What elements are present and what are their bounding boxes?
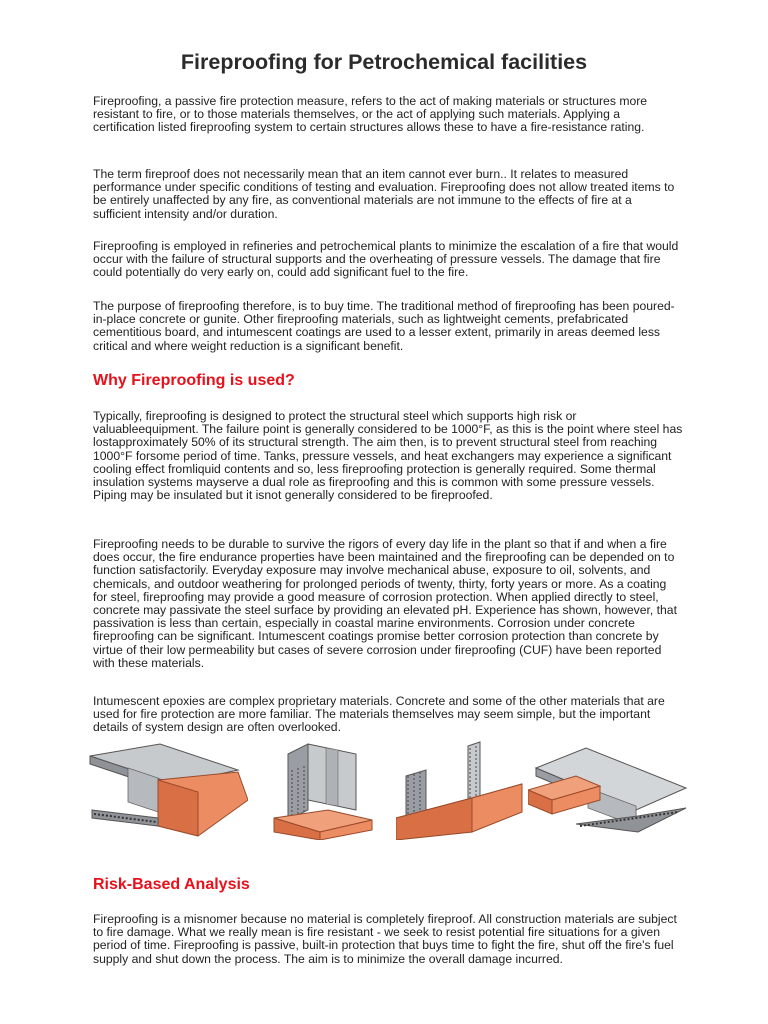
section-heading-why: Why Fireproofing is used? [93,372,295,389]
intro-paragraph-2: The term fireproof does not necessarily mean that an item cannot ever burn.. It relates to measured performance under specific conditions of testing and evaluation. Fireproofing does not allow treated items to be entirely unaffected by any fire, as conventional materials are not immune to the effects of fire at a sufficient intensity and/or duration. [93,167,675,221]
risk-paragraph-1: Fireproofing is a misnomer because no material is completely fireproof. All construction materials are subject to fire damage. What we really mean is fire resistant - we seek to resist potential fire situations for a given period of time. Fireproofing is passive, built-in protection that buys time to fight the fire, shut off the fire's fuel supply and shut down the process. The aim is to minimize the overall damage incurred. [93,912,677,966]
section-heading-risk: Risk-Based Analysis [93,876,250,893]
fireproofing-illustrations [88,740,688,840]
figure-column-mesh [268,740,378,840]
intro-paragraph-4: The purpose of fireproofing therefore, is to buy time. The traditional method of fireproofing has been poured-in-place concrete or gunite. Other fireproofing materials, such as lightweight cements, prefabricated cementitious board, and intumescent coatings are used to a lesser extent, primarily in areas deemed less critical and where weight reduction is a significant benefit. [93,299,675,353]
figure-beam-blocks [528,740,688,840]
intro-paragraph-3: Fireproofing is employed in refineries and petrochemical plants to minimize the escalation of a fire that would occur with the failure of structural supports and the overheating of pressure vessels. The damage that fire could potentially do very early on, could add significant fuel to the fire. [93,239,679,280]
figure-column-stepped [396,740,526,840]
page-title: Fireproofing for Petrochemical facilities [180,50,588,74]
why-paragraph-3: Intumescent epoxies are complex proprietary materials. Concrete and some of the other materials that are used for fire protection are more familiar. The materials themselves may seem simple, but the important details of system design are often overlooked. [93,694,665,735]
why-paragraph-1: Typically, fireproofing is designed to protect the structural steel which supports high risk or valuableequipment. The failure point is generally considered to be 1000°F, as this is the point where steel has lostapproximately 50% of its structural strength. The aim then, is to prevent structural steel from reaching 1000°F forsome period of time. Tanks, pressure vessels, and heat exchangers may experience a significant cooling effect fromliquid contents and so, less fireproofing protection is generally required. Some thermal insulation systems mayserve a dual role as fireproofing and this is common with some pressure vessels. Piping may be insulated but it isnot generally considered to be fireproofed. [93,409,683,503]
figure-beam-encased [88,740,248,840]
intro-paragraph-1: Fireproofing, a passive fire protection measure, refers to the act of making materials or structures more resistant to fire, or to those materials themselves, or the act of applying such materials. Applying a certification listed fireproofing system to certain structures allows these to have a fire-resistance rating. [93,94,648,135]
why-paragraph-2: Fireproofing needs to be durable to survive the rigors of every day life in the plant so that if and when a fire does occur, the fire endurance properties have been maintained and the fireproofing can be depended on to function satisfactorily. Everyday exposure may involve mechanical abuse, exposure to oil, solvents, and chemicals, and outdoor weathering for prolonged periods of twenty, thirty, forty years or more. As a coating for steel, fireproofing may provide a good measure of corrosion protection. When applied directly to steel, concrete may passivate the steel surface by providing an elevated pH. Experience has shown, however, that passivation is less than certain, especially in coastal marine environments. Corrosion under concrete fireproofing can be significant. Intumescent coatings promise better corrosion protection than concrete by virtue of their low permeability but cases of severe corrosion under fireproofing (CUF) have been reported with these materials. [93,537,677,670]
